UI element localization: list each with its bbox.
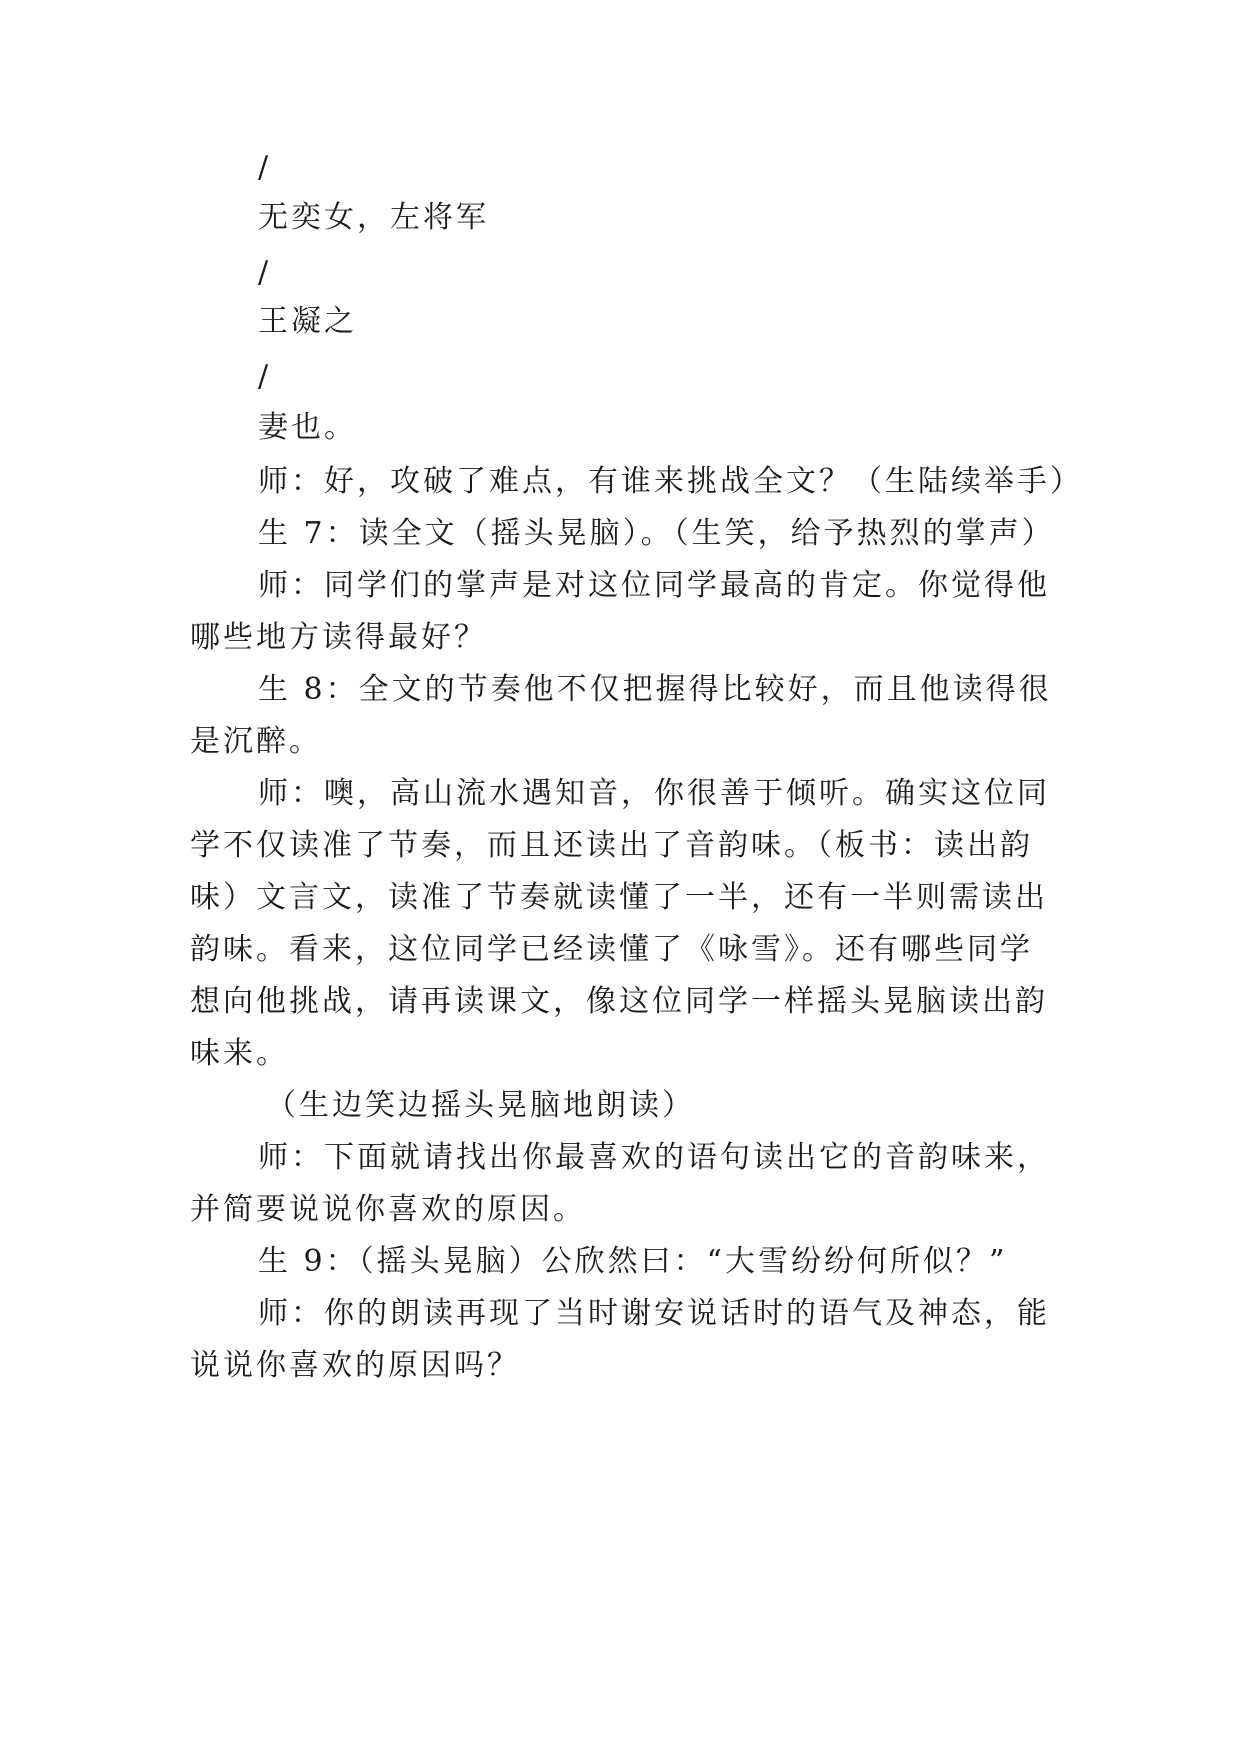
text-line-10: 哪些地方读得最好？ (190, 620, 487, 655)
text-line-19: （生边笑边摇头晃脑地朗读） (266, 1088, 695, 1123)
text-line-18: 味来。 (190, 1036, 289, 1071)
text-line-21: 并简要说说你喜欢的原因。 (190, 1192, 586, 1227)
text-line-24: 说说你喜欢的原因吗？ (190, 1348, 520, 1383)
text-line-8: 生 7：读全文（摇头晃脑）。（生笑，给予热烈的掌声） (258, 516, 1055, 551)
text-line-5: / (258, 359, 272, 394)
text-line-20: 师：下面就请找出你最喜欢的语句读出它的音韵味来， (258, 1140, 1050, 1175)
text-line-17: 想向他挑战，请再读课文，像这位同学一样摇头晃脑读出韵 (190, 984, 1048, 1019)
text-line-11: 生 8：全文的节奏他不仅把握得比较好，而且他读得很 (258, 672, 1052, 707)
text-line-14: 学不仅读准了节奏，而且还读出了音韵味。（板书：读出韵 (190, 828, 1033, 863)
text-line-7: 师：好，攻破了难点，有谁来挑战全文？（生陆续举手） (258, 464, 1083, 499)
text-line-23: 师：你的朗读再现了当时谢安说话时的语气及神态，能 (258, 1296, 1050, 1331)
text-line-13: 师：噢，高山流水遇知音，你很善于倾听。确实这位同 (258, 776, 1050, 811)
text-line-1: / (258, 150, 272, 185)
text-line-2: 无奕女，左将军 (258, 200, 489, 235)
text-line-3: / (258, 255, 272, 290)
text-line-9: 师：同学们的掌声是对这位同学最高的肯定。你觉得他 (258, 568, 1050, 603)
text-line-12: 是沉醉。 (190, 724, 322, 759)
text-line-15: 味）文言文，读准了节奏就读懂了一半，还有一半则需读出 (190, 880, 1048, 915)
text-line-4: 王凝之 (258, 304, 357, 339)
text-line-16: 韵味。看来，这位同学已经读懂了《咏雪》。还有哪些同学 (190, 932, 1033, 967)
text-line-22: 生 9：（摇头晃脑）公欣然曰：“大雪纷纷何所似？” (258, 1244, 1008, 1279)
text-line-6: 妻也。 (258, 410, 357, 445)
